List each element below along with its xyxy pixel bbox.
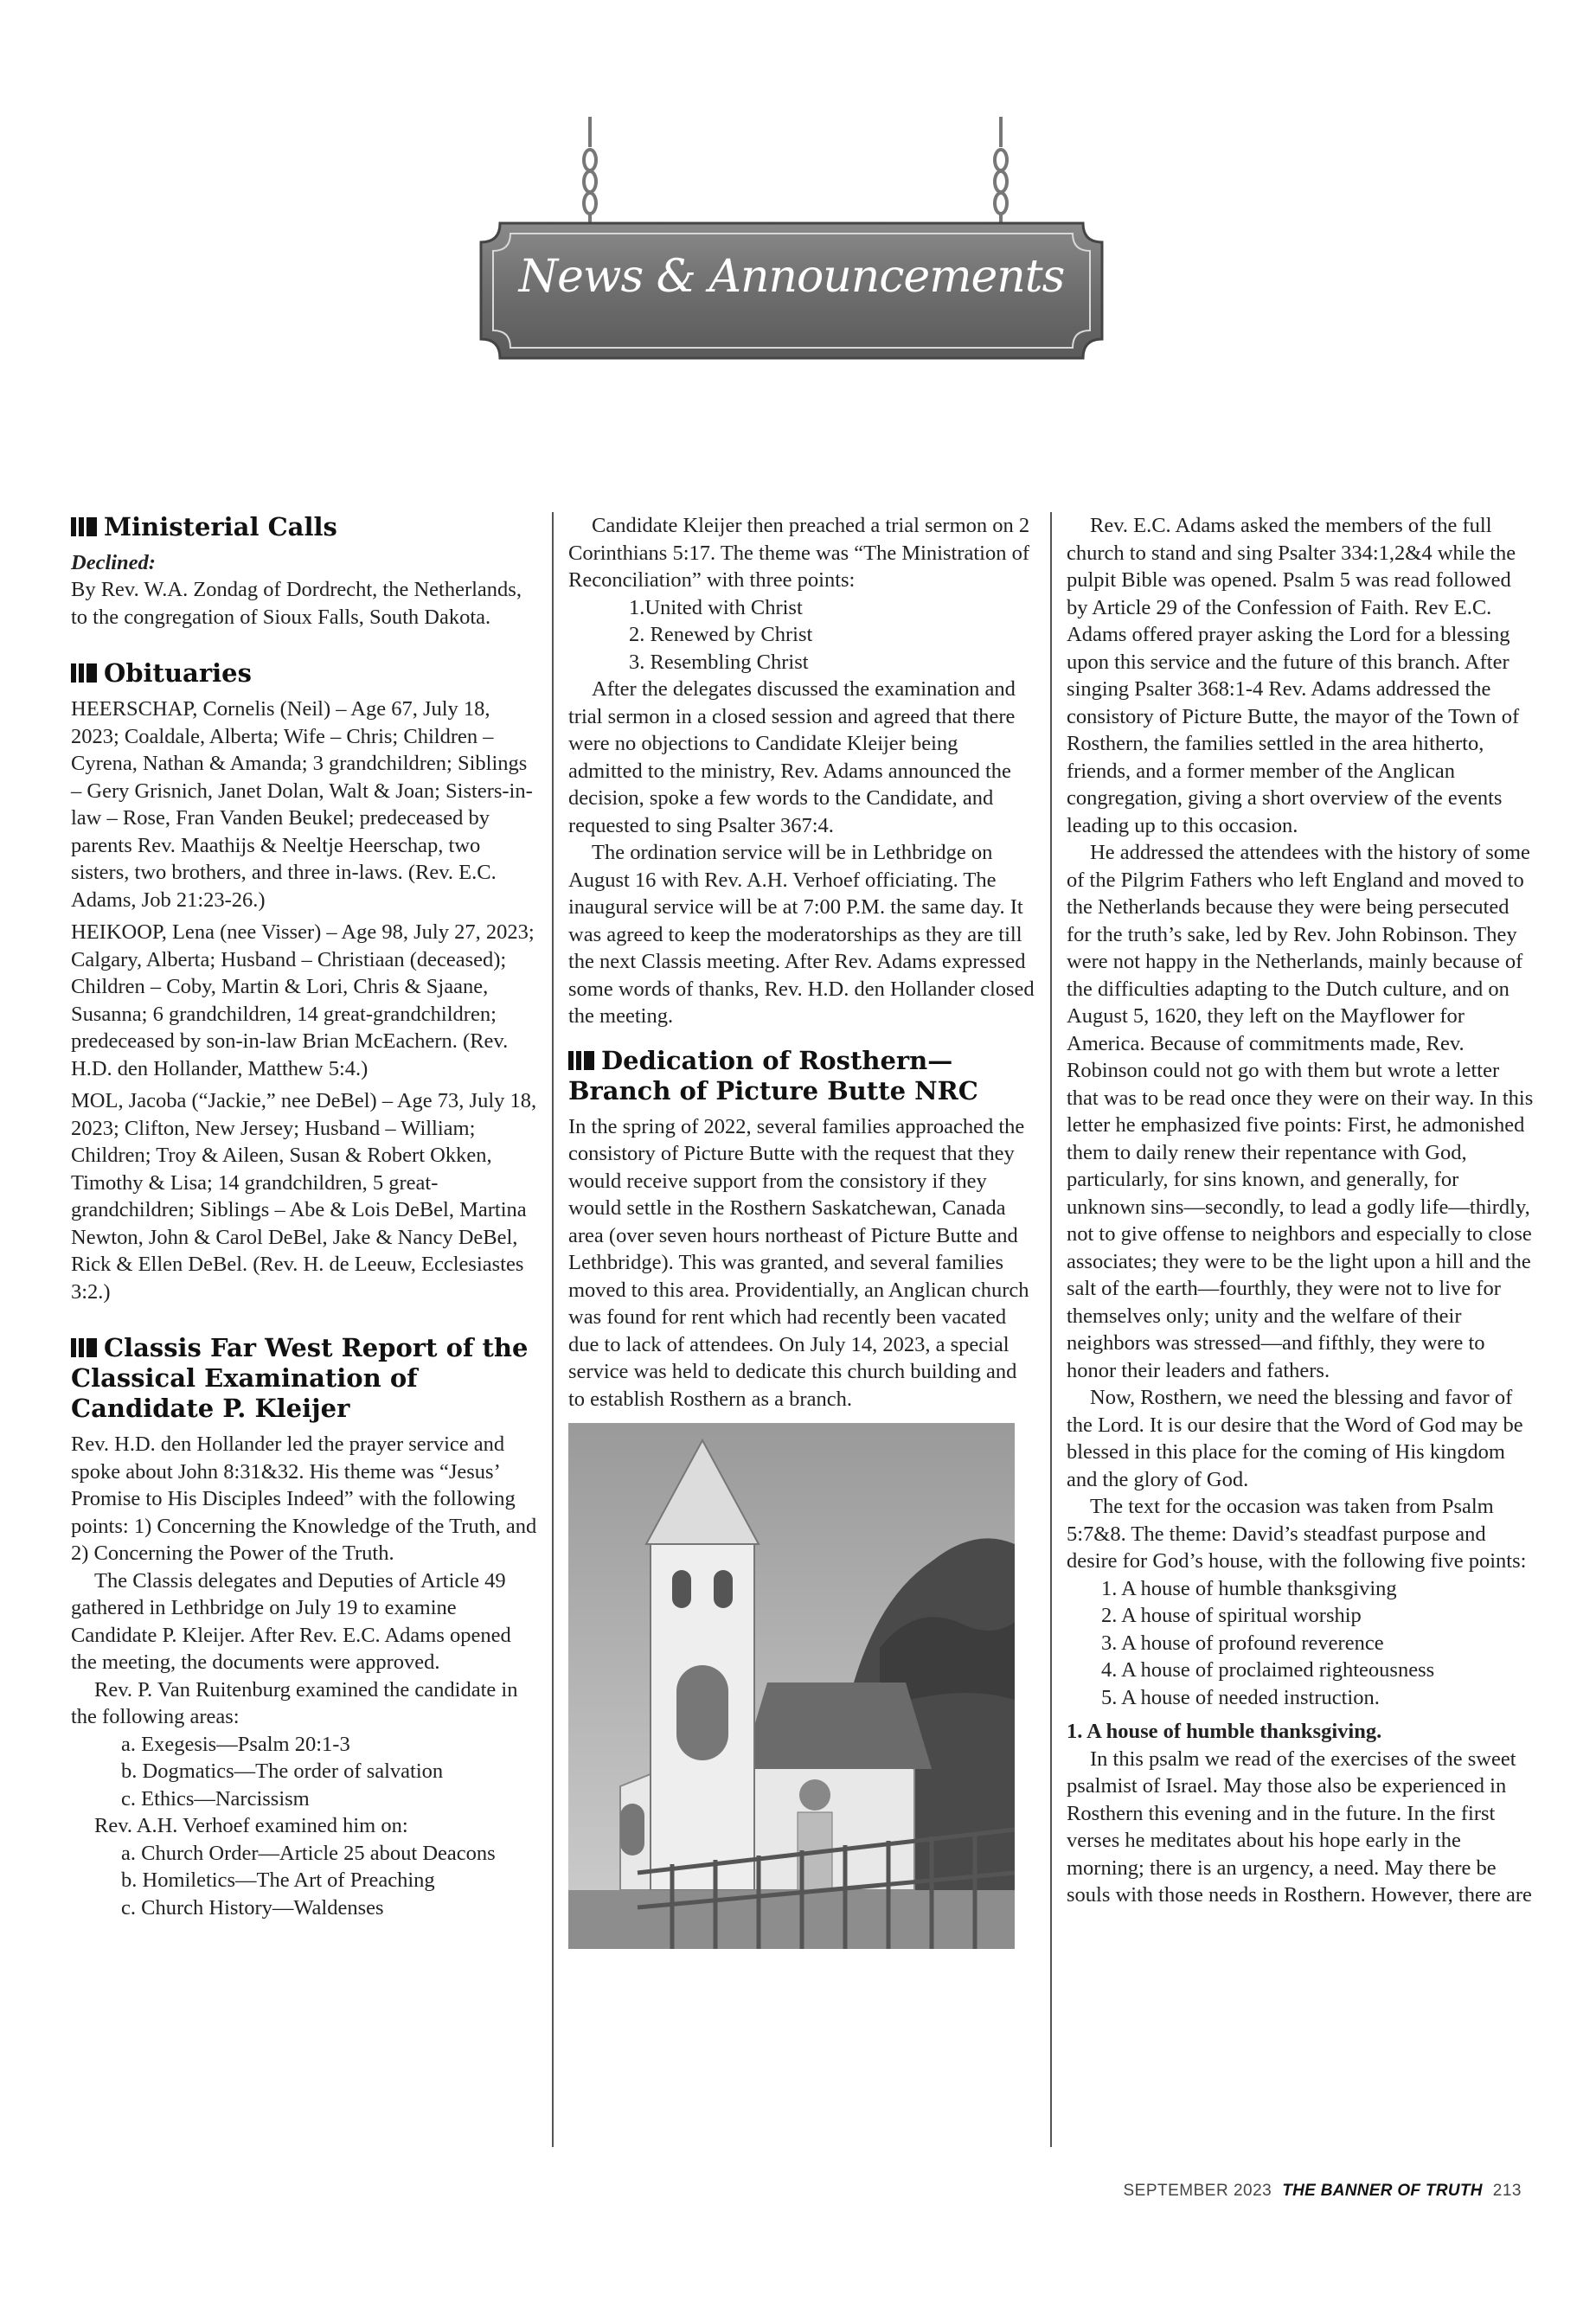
exam-item: c. Church History—Waldenses: [121, 1895, 384, 1920]
subheading-thanksgiving: 1. A house of humble thanksgiving.: [1067, 1720, 1382, 1743]
column-rule-2: [1050, 512, 1052, 2147]
section-heading: [568, 1046, 1035, 1106]
sermon-point: 3. Resembling Christ: [629, 650, 809, 674]
footer-magazine: THE BANNER OF TRUTH: [1282, 2182, 1483, 2200]
sermon-point: 5. A house of needed instruction.: [1101, 1685, 1380, 1709]
banner-title: News & Announcements: [518, 251, 1065, 303]
heading-bars-icon: [568, 1051, 594, 1070]
sermon-point: 2. A house of spiritual worship: [1101, 1604, 1362, 1627]
exam-item: b. Homiletics—The Art of Preaching: [121, 1868, 435, 1892]
classis-p5: Candidate Kleijer then preached a trial sermon on 2 Corinthians 5:17. The theme was “The Ministration of Reconciliation” with three points:: [568, 514, 1030, 592]
section-classis: [71, 1333, 538, 1921]
exam-item: a. Exegesis—Psalm 20:1-3: [121, 1732, 350, 1756]
page-footer: [1123, 2182, 1522, 2201]
heading-text: Ministerial Calls: [104, 512, 337, 542]
dedication-p4: Now, Rosthern, we need the blessing and favor of the Lord. It is our desire that the Word of God may be blessed in this place for the coming of His kingdom and the glory of God.: [1067, 1386, 1523, 1491]
sermon-point: 1. A house of humble thanksgiving: [1101, 1576, 1397, 1600]
section-heading: [71, 658, 538, 689]
dedication-p1: In the spring of 2022, several families approached the consistory of Picture Butte with the request that they would receive support from the consistory if they would settle in the Rosthern Saskatchewan, Canada area (over seven hours northeast of Picture Butte and Lethbridge). This was granted, and several families moved to this area. Providentially, an Anglican church was found for rent which had recently been vacated due to lack of attendees. On July 14, 2023, a special service was held to dedicate this church building and to establish Rosthern as a branch.: [568, 1114, 1029, 1411]
exam-item: c. Ethics—Narcissism: [121, 1786, 310, 1811]
church-photo: [568, 1423, 1015, 1949]
column-1: [71, 512, 538, 1933]
classis-p1: Rev. H.D. den Hollander led the prayer service and spoke about John 8:31&32. His theme was “Jesus’ Promise to His Disciples Indeed” with the following points: 1) Concerning the Knowledge of the Truth, and 2) Concerning the Power of the Truth.: [71, 1433, 537, 1565]
heading-bars-icon: [71, 663, 97, 683]
page-number: 213: [1492, 2182, 1522, 2200]
dedication-p3: He addressed the attendees with the history of some of the Pilgrim Fathers who left England and moved to the Netherlands because they were being persecuted for the truth’s sake, led by Rev. John Robinson. They were not happy in the Netherlands, mainly because of the difficulties adapting to the Dutch culture, and on August 5, 1620, they left on the Mayflower for America. Because of commitments made, Rev. Robinson could not go with them but wrote a letter that was to be read once they were on their way. In this letter he emphasized five points: First, he admonished them to daily renew their repentance with God, particularly, for sins known, and generally, for unknown sins—secondly, to lead a godly life—thirdly, not to give offense to neighbors and especially to close associates; they were to be the light upon a hill and the salt of the earth—fourthly, they were not to live for themselves only; unity and the welfare of their neighbors was stressed—and fifthly, they were to honor their leaders and fathers.: [1067, 841, 1534, 1382]
sermon-point: 3. A house of profound reverence: [1101, 1631, 1384, 1655]
heading-text: Classis Far West Report of the Classical Examination of Candidate P. Kleijer: [71, 1333, 529, 1423]
column-rule-1: [552, 512, 554, 2147]
section-heading: [71, 512, 538, 542]
section-obituaries: [71, 658, 538, 1305]
heading-text: Obituaries: [104, 658, 252, 688]
footer-month: SEPTEMBER 2023: [1123, 2182, 1272, 2200]
sermon-point: 2. Renewed by Christ: [629, 623, 813, 646]
heading-bars-icon: [71, 1338, 97, 1357]
chain-right: [995, 117, 1007, 223]
classis-p6: After the delegates discussed the examination and trial sermon in a closed session and agreed that there were no objections to Candidate Kleijer being admitted to the ministry, Rev. Adams announced the decision, spoke a few words to the Candidate, and requested to sing Psalter 367:4.: [568, 677, 1016, 837]
heading-text: Dedication of Rosthern— Branch of Picture Butte NRC: [568, 1045, 978, 1106]
ministerial-text: By Rev. W.A. Zondag of Dordrecht, the Netherlands, to the congregation of Sioux Falls, South Dakota.: [71, 578, 522, 629]
dedication-p6: In this psalm we read of the exercises of the sweet psalmist of Israel. May those also be experienced in Rosthern this evening and in the future. In the first verses he meditates about his hope early in the morning; there is an urgency, a need. May there be souls with those needs in Rosthern. However, there are: [1067, 1747, 1532, 1907]
dedication-p2: Rev. E.C. Adams asked the members of the full church to stand and sing Psalter 334:1,2&4 while the pulpit Bible was opened. Psalm 5 was read followed by Article 29 of the Confession of Faith. Rev E.C. Adams offered prayer asking the Lord for a blessing upon this service and the future of this branch. After singing Psalter 368:1-4 Rev. Adams addressed the consistory of Picture Butte, the mayor of the Town of Rosthern, the families settled in the area hitherto, friends, and a former member of the Anglican congregation, giving a short overview of the events leading up to this occasion.: [1067, 514, 1520, 837]
heading-bars-icon: [71, 517, 97, 536]
chain-left: [584, 117, 596, 223]
classis-p7: The ordination service will be in Lethbridge on August 16 with Rev. A.H. Verhoef officiating. The inaugural service will be at 7:00 P.M. the same day. It was agreed to keep the moderatorships as they are till the next Classis meeting. After Rev. Adams expressed some words of thanks, Rev. H.D. den Hollander closed the meeting.: [568, 841, 1035, 1028]
banner-sign: [476, 112, 1107, 398]
section-heading: [71, 1333, 538, 1424]
exam-item: a. Church Order—Article 25 about Deacons: [121, 1841, 496, 1865]
classis-p2: The Classis delegates and Deputies of Article 49 gathered in Lethbridge on July 19 to examine Candidate P. Kleijer. After Rev. E.C. Adams opened the meeting, the documents were approved.: [71, 1568, 511, 1674]
classis-p4: Rev. A.H. Verhoef examined him on:: [94, 1814, 408, 1837]
obituary-entry: HEERSCHAP, Cornelis (Neil) – Age 67, July 18, 2023; Coaldale, Alberta; Wife – Chris; Children – Cyrena, Nathan & Amanda; 3 grandchildren; Siblings – Gery Grisnich, Janet Dolan, Walt & Joan; Sisters-in-law – Rose, Fran Vanden Beukel; predeceased by parents Rev. Maathijs & Neeltje Heerschap, two sisters, two brothers, and three in-laws. (Rev. E.C. Adams, Job 21:23-26.): [71, 697, 533, 912]
section-ministerial-calls: [71, 512, 538, 631]
declined-label: Declined:: [71, 551, 156, 574]
sermon-point: 4. A house of proclaimed righteousness: [1101, 1658, 1435, 1682]
obituary-entry: MOL, Jacoba (“Jackie,” nee DeBel) – Age 73, July 18, 2023; Clifton, New Jersey; Husband – William; Children; Troy & Aileen, Susan & Robert Okken, Timothy & Lisa; 14 grandchildren, 5 great-grandchildren; Siblings – Abe & Lois DeBel, Martina Newton, John & Carol DeBel, Jake & Nancy DeBel, Rick & Ellen DeBel. (Rev. H. de Leeuw, Ecclesiastes 3:2.): [71, 1089, 537, 1304]
classis-p3: Rev. P. Van Ruitenburg examined the candidate in the following areas:: [71, 1677, 518, 1728]
column-3: [1067, 512, 1534, 1909]
column-2: [568, 512, 1035, 1949]
sermon-point: 1.United with Christ: [629, 595, 803, 619]
exam-item: b. Dogmatics—The order of salvation: [121, 1759, 444, 1783]
obituary-entry: HEIKOOP, Lena (nee Visser) – Age 98, July 27, 2023; Calgary, Alberta; Husband – Christiaan (deceased); Children – Coby, Martin & Lori, Chris & Sjaane, Susanna; 6 grandchildren, 14 great-grandchildren; predeceased by son-in-law Brian McEachern. (Rev. H.D. den Hollander, Matthew 5:4.): [71, 920, 535, 1080]
dedication-p5: The text for the occasion was taken from Psalm 5:7&8. The theme: David’s steadfast purpose and desire for God’s house, with the following five points:: [1067, 1495, 1527, 1573]
